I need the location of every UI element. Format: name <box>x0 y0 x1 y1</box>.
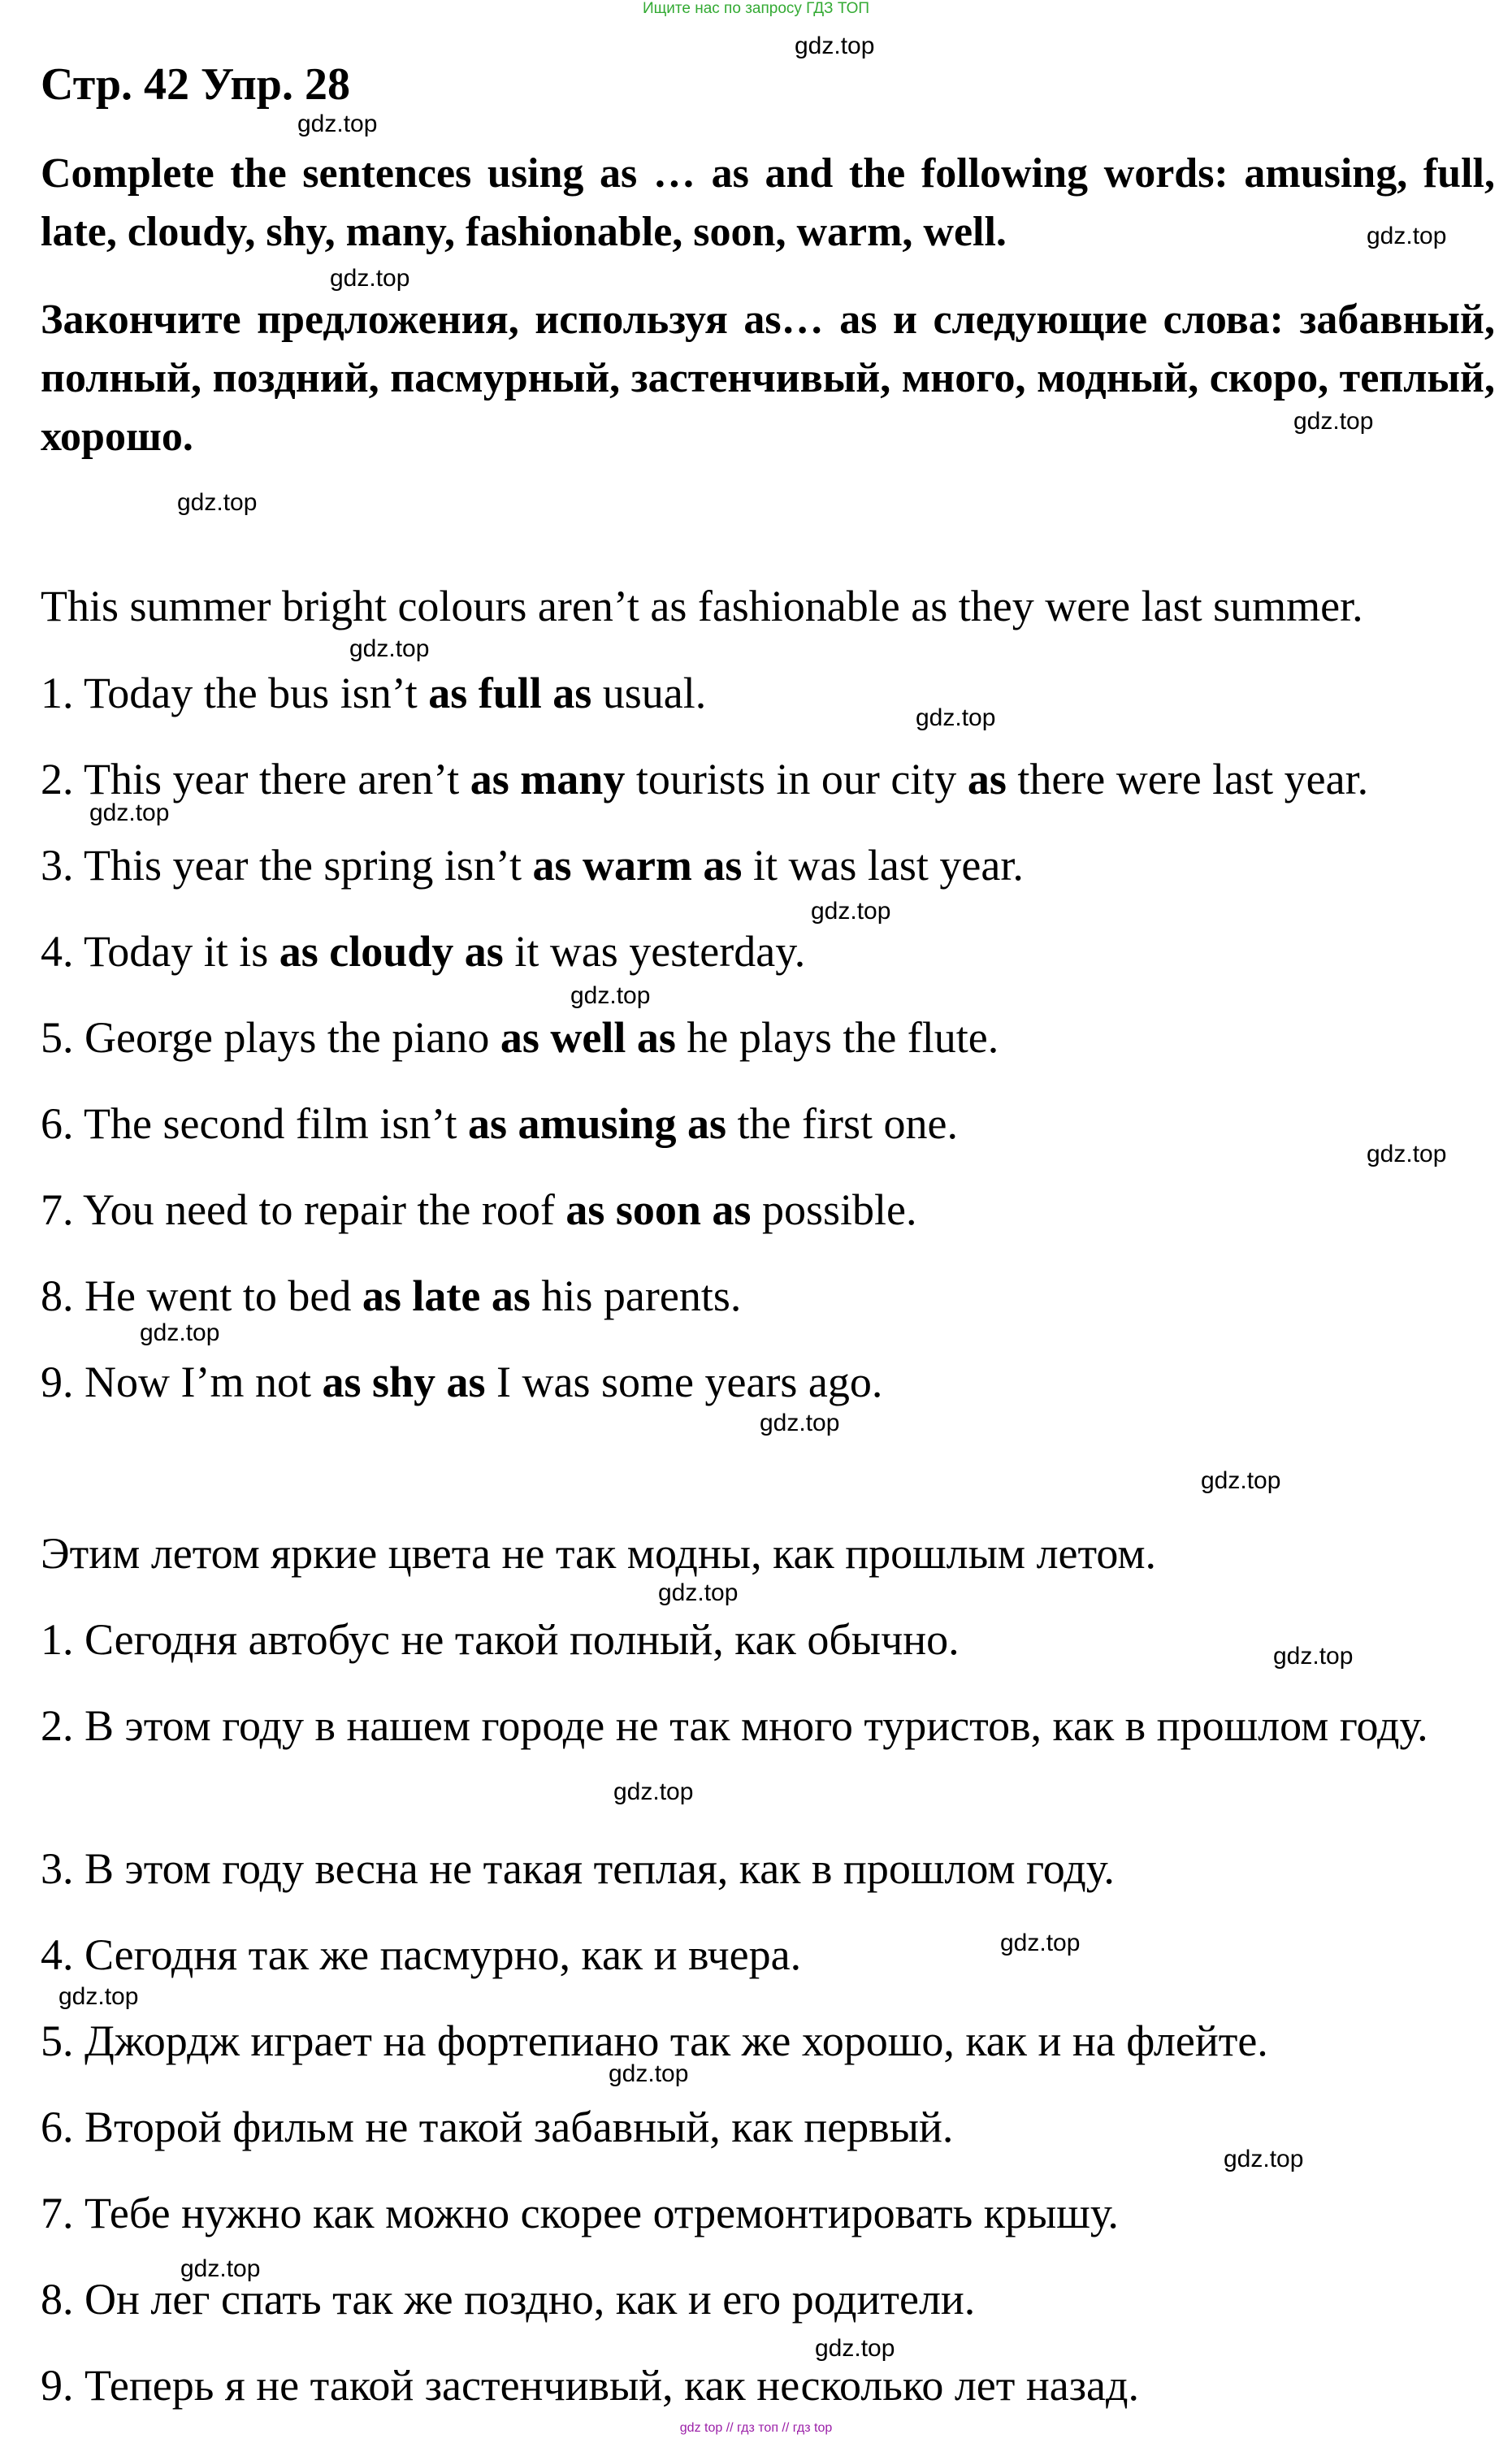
watermark: gdz.top <box>916 704 996 731</box>
watermark: gdz.top <box>140 1319 220 1346</box>
watermark: gdz.top <box>613 1778 694 1805</box>
watermark: gdz.top <box>658 1579 739 1606</box>
watermark: gdz.top <box>180 2255 261 2282</box>
english-item-7: 7. You need to repair the roof as soon as possible. <box>41 1185 917 1234</box>
page-title: Стр. 42 Упр. 28 <box>41 59 350 110</box>
watermark: gdz.top <box>609 2060 689 2087</box>
russian-item-7: 7. Тебе нужно как можно скорее отремонтировать крышу. <box>41 2189 1119 2237</box>
russian-item-1: 1. Сегодня автобус не такой полный, как обычно. <box>41 1615 960 1664</box>
watermark: gdz.top <box>1201 1467 1281 1494</box>
english-item-1: 1. Today the bus isn’t as full as usual. <box>41 669 707 717</box>
task-english: Complete the sentences using as … as and the following words: amusing, full, late, cloudy, shy, many, fashionable, soon, warm, well. <box>41 150 1495 255</box>
watermark: gdz.top <box>795 32 875 59</box>
russian-item-5: 5. Джордж играет на фортепиано так же хорошо, как и на флейте. <box>41 2016 1268 2065</box>
russian-item-4: 4. Сегодня так же пасмурно, как и вчера. <box>41 1930 802 1979</box>
watermark: gdz.top <box>58 1983 139 2010</box>
bottom-banner: gdz top // гдз топ // гдз top <box>679 2421 833 2435</box>
english-example: This summer bright colours aren’t as fashionable as they were last summer. <box>41 582 1363 630</box>
watermark: gdz.top <box>815 2335 895 2362</box>
watermark: gdz.top <box>297 110 378 137</box>
english-item-9: 9. Now I’m not as shy as I was some years ago. <box>41 1358 883 1406</box>
watermark: gdz.top <box>1367 223 1447 249</box>
task-russian: Закончите предложения, используя as… as и следующие слова: забавный, полный, поздний, пасмурный, застенчивый, много, модный, скоро, теплый, хорошо. <box>41 297 1495 460</box>
watermark: gdz.top <box>811 898 891 925</box>
watermark: gdz.top <box>570 982 651 1009</box>
watermark: gdz.top <box>349 635 430 662</box>
watermark: gdz.top <box>1367 1141 1447 1167</box>
russian-item-3: 3. В этом году весна не такая теплая, как в прошлом году. <box>41 1844 1115 1893</box>
russian-item-9: 9. Теперь я не такой застенчивый, как несколько лет назад. <box>41 2361 1139 2410</box>
watermark: gdz.top <box>760 1410 840 1436</box>
watermark: gdz.top <box>1000 1930 1081 1956</box>
english-item-8: 8. He went to bed as late as his parents. <box>41 1271 742 1320</box>
watermark: gdz.top <box>330 265 410 292</box>
english-item-6: 6. The second film isn’t as amusing as the first one. <box>41 1099 958 1148</box>
watermark: gdz.top <box>177 489 258 516</box>
russian-item-2: 2. В этом году в нашем городе не так много туристов, как в прошлом году. <box>41 1701 1428 1750</box>
top-banner: Ищите нас по запросу ГДЗ ТОП <box>642 0 870 17</box>
english-item-5: 5. George plays the piano as well as he plays the flute. <box>41 1013 999 1062</box>
watermark: gdz.top <box>1224 2146 1304 2172</box>
watermark: gdz.top <box>1293 408 1374 435</box>
watermark: gdz.top <box>89 799 170 826</box>
english-item-3: 3. This year the spring isn’t as warm as it was last year. <box>41 841 1024 890</box>
russian-item-8: 8. Он лег спать так же поздно, как и его родители. <box>41 2275 976 2324</box>
watermark: gdz.top <box>1273 1643 1354 1670</box>
russian-example: Этим летом яркие цвета не так модны, как прошлым летом. <box>41 1529 1157 1578</box>
russian-item-6: 6. Второй фильм не такой забавный, как первый. <box>41 2103 954 2151</box>
english-item-4: 4. Today it is as cloudy as it was yesterday. <box>41 927 806 976</box>
english-item-2: 2. This year there aren’t as many tourists in our city as there were last year. <box>41 755 1369 804</box>
